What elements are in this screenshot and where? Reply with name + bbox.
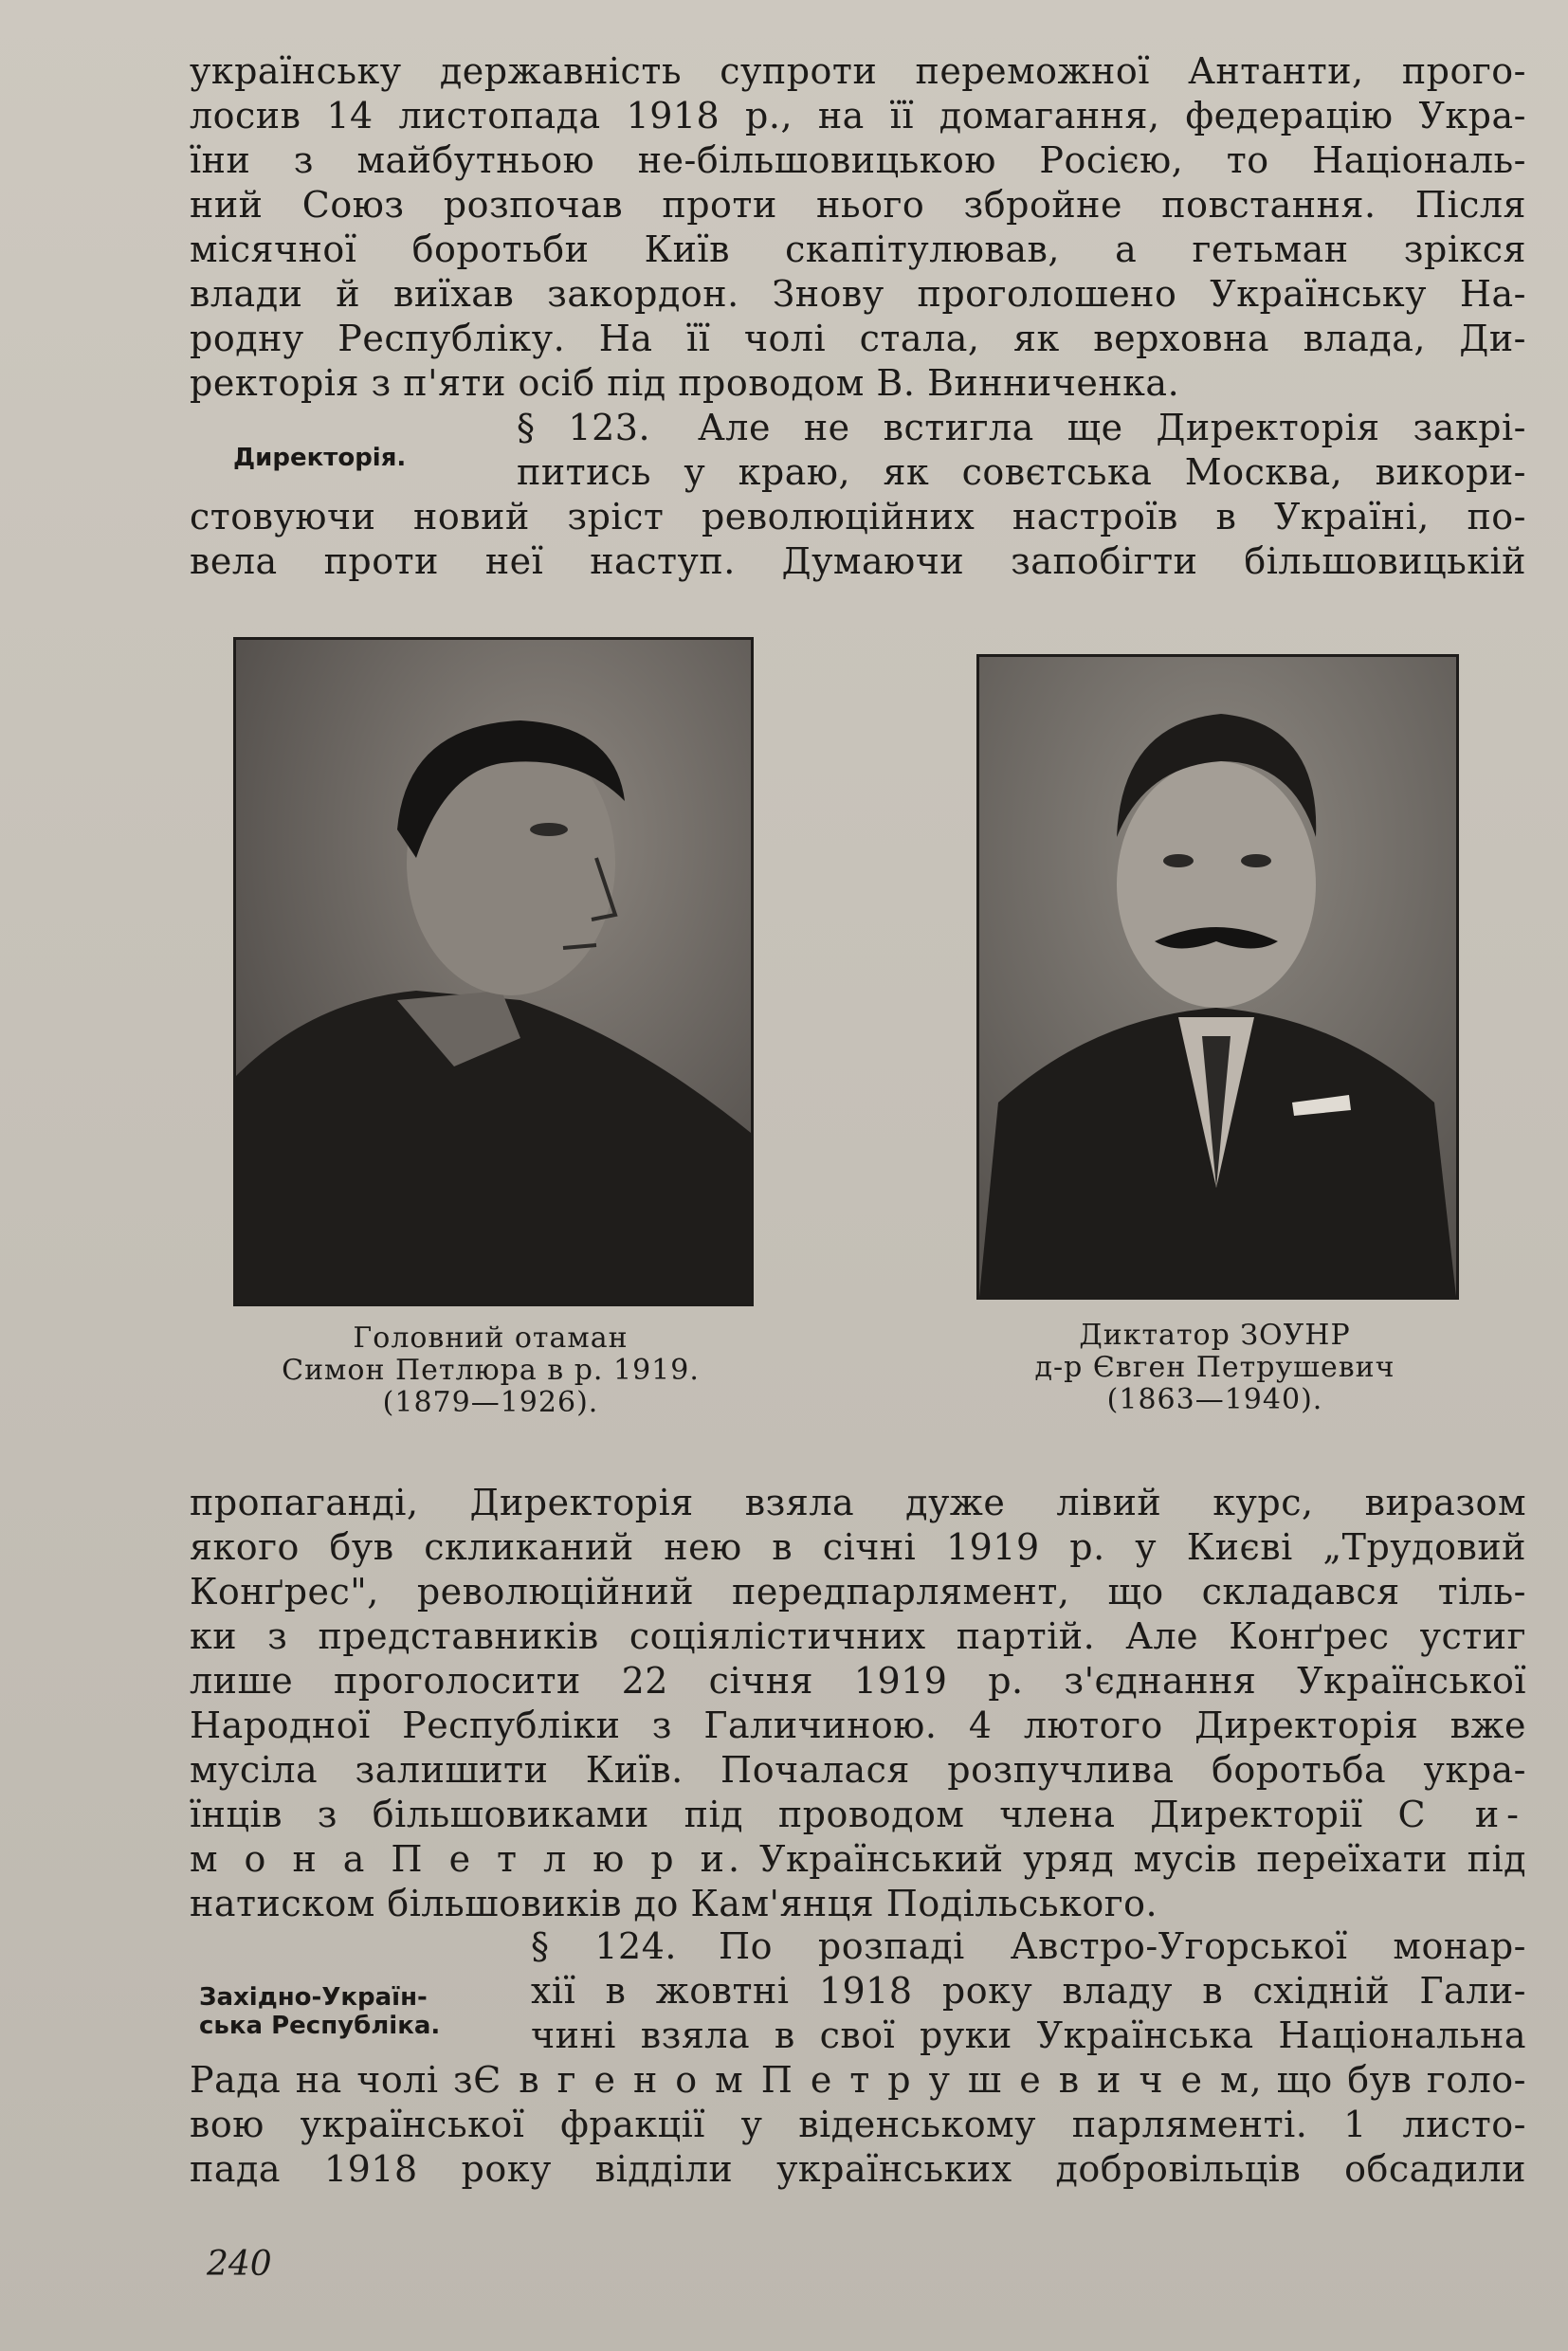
text-fragment: їнців з більшовиками під проводом члена Директорії — [190, 1794, 1363, 1835]
margin-heading-line: Західно-Україн- — [199, 1983, 428, 2012]
portrait-petrushevych — [976, 654, 1459, 1300]
text-line: мусіла залишити Київ. Почалася розпучлива боротьба укра- — [190, 1749, 1526, 1791]
text-line: стовуючи новий зріст революційних настроїв в Україні, по- — [190, 496, 1526, 538]
text-line: пада 1918 року відділи українських добровільців обсадили — [190, 2148, 1526, 2190]
text-line: якого був скликаний нею в січні 1919 р. у Києві „Трудовий — [190, 1526, 1526, 1568]
top-paragraph — [190, 49, 1526, 406]
margin-heading-west-ukrainian — [199, 1983, 440, 2040]
caption-line: Диктатор ЗОУНР — [1079, 1319, 1351, 1352]
section-124-head — [531, 1924, 1526, 2058]
section-123-first-line — [517, 406, 1526, 450]
text-line-compound — [190, 1793, 1526, 1837]
text-line: місячної боротьби Київ скапітулював, а гетьман зрікся — [190, 228, 1526, 270]
text-line: їни з майбутньою не-більшовицькою Росією, то Національ- — [190, 139, 1526, 181]
page-number: 240 — [207, 2245, 272, 2284]
text-line: вою української фракції у віденському парляменті. 1 листо- — [190, 2104, 1526, 2145]
caption-petliura — [233, 1322, 748, 1419]
text-line-compound — [190, 2058, 1526, 2103]
text-fragment: , що був голо- — [1249, 2059, 1527, 2101]
text-fragment: Рада на чолі з — [190, 2059, 474, 2101]
section-123-body — [190, 495, 1526, 584]
text-line: Конґрес", революційний передпарлямент, що складався тіль- — [190, 1571, 1526, 1613]
margin-heading-line: ська Республіка. — [199, 2012, 441, 2040]
section-124-first-line — [531, 1924, 1526, 1969]
text-line: питись у краю, як совєтська Москва, викори- — [517, 451, 1526, 493]
caption-line: Симон Петлюра в р. 1919. — [282, 1354, 700, 1387]
text-line: Але не встигла ще Директорія закрі- — [698, 407, 1526, 448]
text-fragment: . Український уряд мусів переїхати під — [727, 1838, 1526, 1880]
text-line: пропаганді, Директорія взяла дуже лівий курс, виразом — [190, 1482, 1526, 1523]
section-124-body — [190, 2058, 1526, 2192]
spaced-name: С и- — [1397, 1794, 1526, 1835]
text-line: чині взяла в свої руки Українська Національна — [531, 2014, 1526, 2056]
section-123-head — [517, 406, 1526, 495]
text-line: лосив 14 листопада 1918 р., на її домагання, федерацію Укра- — [190, 95, 1526, 137]
portrait-petliura — [233, 637, 754, 1306]
text-line: українську державність супроти переможної Антанти, прого- — [190, 50, 1526, 92]
text-line-compound — [190, 1837, 1526, 1882]
caption-line: Головний отаман — [353, 1321, 629, 1355]
section-number: § 124. — [531, 1925, 677, 1967]
text-line: влади й виїхав закордон. Знову проголошено Українську На- — [190, 273, 1526, 315]
text-line: родну Республіку. На її чолі стала, як верховна влада, Ди- — [190, 318, 1526, 359]
caption-line: д-р Євген Петрушевич — [1034, 1351, 1395, 1384]
margin-heading-directory: Директорія. — [233, 444, 407, 472]
spaced-name: Є в г е н о м П е т р у ш е в и ч е м — [473, 2059, 1250, 2101]
caption-line: (1863—1940). — [1106, 1383, 1323, 1416]
section-number: § 123. — [517, 407, 651, 448]
text-line: вела проти неї наступ. Думаючи запобігти більшовицькій — [190, 540, 1526, 582]
caption-line: (1879—1926). — [382, 1386, 599, 1419]
middle-paragraph — [190, 1481, 1526, 1926]
caption-petrushevych — [976, 1320, 1453, 1416]
text-line: хії в жовтні 1918 року владу в східній Гали- — [531, 1970, 1526, 2012]
text-line: лише проголосити 22 січня 1919 р. з'єднання Української — [190, 1660, 1526, 1702]
spaced-name: м о н а П е т л ю р и — [190, 1838, 728, 1880]
text-line: ректорія з п'яти осіб під проводом В. Винниченка. — [190, 362, 1180, 404]
text-line: натиском більшовиків до Кам'янця Подільського. — [190, 1883, 1158, 1924]
text-line: ний Союз розпочав проти нього збройне повстання. Після — [190, 184, 1526, 226]
text-line: ки з представників соціялістичних партій. Але Конґрес устиг — [190, 1615, 1526, 1657]
text-line: Народної Республіки з Галичиною. 4 лютого Директорія вже — [190, 1704, 1526, 1746]
text-line: По розпаді Австро-Угорської монар- — [718, 1925, 1526, 1967]
